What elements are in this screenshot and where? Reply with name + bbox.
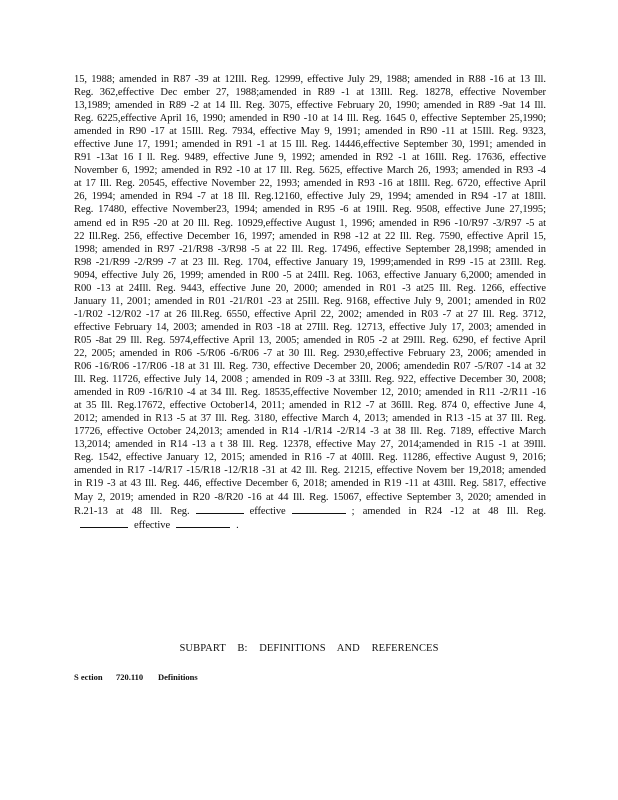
history-end: . bbox=[236, 519, 239, 531]
source-history-paragraph bbox=[74, 73, 546, 532]
history-mid1: effective bbox=[249, 505, 286, 517]
history-mid2: ; amended in R24 -12 at 48 Ill. Reg. bbox=[351, 505, 546, 517]
history-mid3: effective bbox=[134, 519, 171, 531]
blank-reg-page bbox=[196, 504, 244, 514]
section-label: S ection bbox=[74, 672, 103, 682]
history-text: 15, 1988; amended in R87 -39 at 12Ill. Reg. 12999, effective July 29, 1988; amended in R88 -16 at 13 Ill. Reg. 362,effective Dec ember 27, 1988;amended in R89 -1 at 13Ill. Reg. 18278, effective November 13,1989; amended in R89 -2 at 14 Ill. Reg. 3075, effective February 20, 1990; amended in R89 -9at 14 Ill. Reg. 6225,effective April 16, 1990; amended in R90 -10 at 14 Ill. Reg. 1645 0, effective September 25,1990; amended in R90 -17 at 15Ill. Reg. 7934, effective May 9, 1991; amended in R90 -11 at 15Ill. Reg. 9323, effective June 17, 1991; amended in R91 -1 at 15 Ill. Reg. 14446,effective September 30, 1991; amended in R91 -13at 16 I ll. Reg. 9489, effective June 9, 1992; amended in R92 -1 at 16Ill. Reg. 17636, effective November 6, 1992; amended in R92 -10 at 17 Ill. Reg. 5625, effective March 26, 1993; amended in R93 -4 at 17 Ill. Reg. 20545, effective November 22, 1993; amended in R93 -16 at 18Ill. Reg. 6720, effective April 26, 1994; amended in R94 -7 at 18 Ill. Reg.12160, effective July 29, 1994; amended in R94 -17 at 18Ill. Reg. 17480, effective November23, 1994; amended in R95 -6 at 19Ill. Reg. 9508, effective June 27,1995; amend ed in R95 -20 at 20 Ill. Reg. 10929,effective August 1, 1996; amended in R96 -10/R97 -3/R97 -5 at 22 Ill.Reg. 256, effective December 16, 1997; amended in R98 -12 at 22 Ill. Reg. 7590, effective April 15, 1998; amended in R97 -21/R98 -3/R98 -5 at 22 Ill. Reg. 17496, effective September 28,1998; amended in R98 -21/R99 -2/R99 -7 at 23 Ill. Reg. 1704, effective January 19, 1999;amended in R99 -15 at 23Ill. Reg. 9094, effective July 26, 1999; amended in R00 -5 at 24Ill. Reg. 1063, effective January 6,2000; amended in R00 -13 at 24Ill. Reg. 9443, effective June 20, 2000; amended in R01 -3 at25 Ill. Reg. 1266, effective January 11, 2001; amended in R01 -21/R01 -23 at 25Ill. Reg. 9168, effective July 9, 2001; amended in R02 -1/R02 -12/R02 -17 at 26 Ill.Reg. 6550, effective April 22, 2002; amended in R03 -7 at 27 Ill. Reg. 3712, effective February 14, 2003; amended in R03 -18 at 27Ill. Reg. 12713, effective July 17, 2003; amended in R05 -8at 29 Ill. Reg. 5974,effective April 13, 2005; amended in R05 -2 at 29Ill. Reg. 6290, ef fective April 22, 2005; amended in R06 -5/R06 -6/R06 -7 at 30 Ill. Reg. 2930,effective February 23, 2006; amended in R06 -16/R06 -17/R06 -18 at 31 Ill. Reg. 730, effective December 20, 2006; amendedin R07 -5/R07 -14 at 32 Ill. Reg. 11726, effective July 14, 2008 ; amended in R09 -3 at 33Ill. Reg. 922, effective December 30, 2008; amended in R09 -16/R10 -4 at 34 Ill. Reg. 18535,effective November 12, 2010; amended in R11 -2/R11 -16 at 35 Ill. Reg.17672, effective October14, 2011; amended in R12 -7 at 36Ill. Reg. 874 0, effective June 4, 2012; amended in R13 -5 at 37 Ill. Reg. 3180, effective March 4, 2013; amended in R13 -15 at 37 Ill. Reg. 17726, effective October 24,2013; amended in R14 -1/R14 -2/R14 -3 at 38 Ill. Reg. 7189, effective March 13,2014; amended in R14 -13 a t 38 Ill. Reg. 12378, effective May 27, 2014;amended in R15 -1 at 39Ill. Reg. 1542, effective January 12, 2015; amended in R16 -7 at 40Ill. Reg. 11286, effective August 9, 2016; amended in R17 -14/R17 -15/R18 -12/R18 -31 at 42 Ill. Reg. 21215, effective Novem ber 19,2018; amended in R19 -3 at 43 Ill. Reg. 446, effective December 6, 2018; amended in R19 -11 at 43Ill. Reg. 5817, effective May 2, 2019; amended in R20 -8/R20 -16 at 44 Ill. Reg. 15067, effective September 3, 2020; amended in R.21-13 at 48 Ill. Reg. bbox=[74, 74, 546, 517]
blank-reg-page-2 bbox=[80, 518, 128, 528]
blank-effective-date bbox=[292, 504, 346, 514]
section-title: Definitions bbox=[158, 672, 198, 682]
blank-effective-date-2 bbox=[176, 518, 230, 528]
section-heading bbox=[74, 672, 198, 682]
subpart-heading: SUBPART B: DEFINITIONS AND REFERENCES bbox=[179, 643, 439, 654]
section-number: 720.110 bbox=[116, 672, 144, 682]
